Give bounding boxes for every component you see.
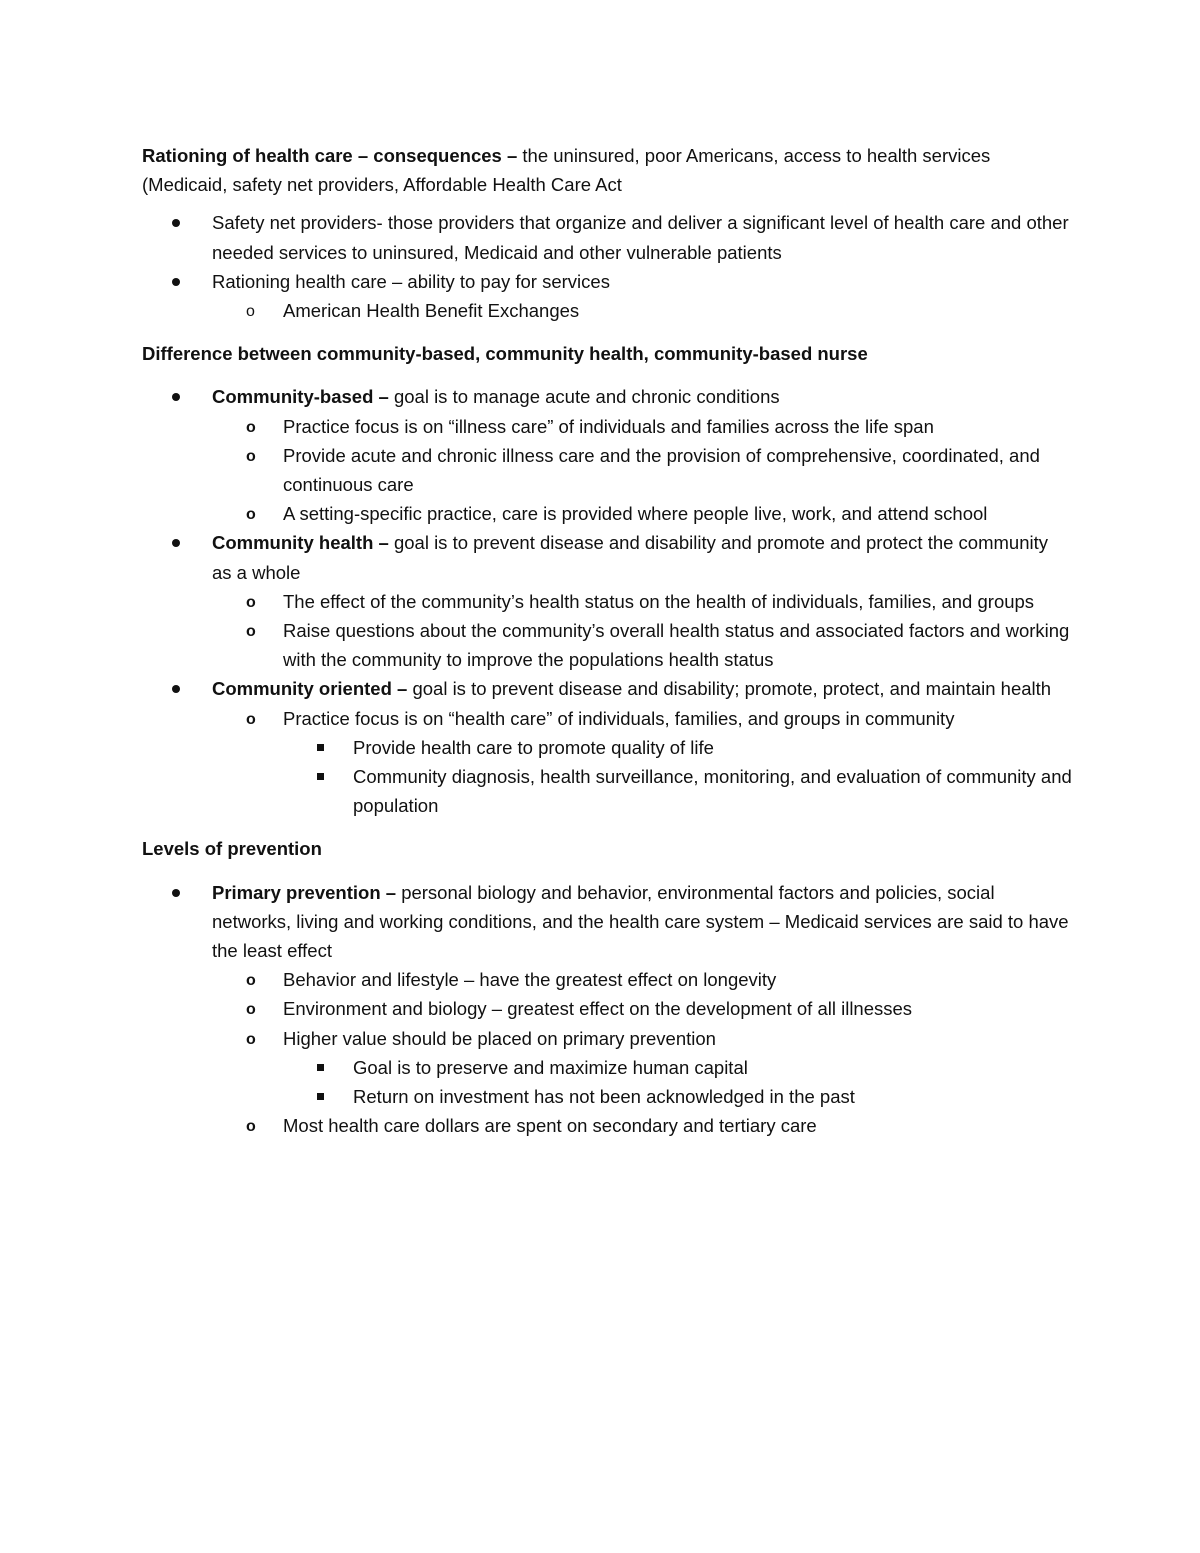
bullet-icon — [172, 539, 180, 547]
rationing-lead: Rationing of health care – consequences – — [142, 145, 523, 166]
list-item: o The effect of the community’s health status on the health of individuals, families, and groups — [142, 587, 1072, 616]
list-item: o Practice focus is on “health care” of individuals, families, and groups in community — [142, 704, 1072, 733]
list-item: Return on investment has not been acknowledged in the past — [142, 1082, 1072, 1111]
circle-bullet-icon: o — [246, 1118, 256, 1136]
list-item: o Most health care dollars are spent on secondary and tertiary care — [142, 1111, 1072, 1140]
square-bullet-icon — [317, 1064, 324, 1071]
list-item: Community diagnosis, health surveillance, monitoring, and evaluation of community and population — [142, 762, 1072, 820]
list-item: o Environment and biology – greatest effect on the development of all illnesses — [142, 994, 1072, 1023]
circle-bullet-icon: o — [246, 447, 256, 465]
bullet-icon — [172, 393, 180, 401]
community-list — [142, 382, 1072, 820]
rationing-paragraph — [142, 141, 1072, 199]
document-body — [142, 141, 1072, 1141]
list-item: Community-based – goal is to manage acute and chronic conditions — [142, 382, 1072, 411]
list-item: o Behavior and lifestyle – have the greatest effect on longevity — [142, 965, 1072, 994]
prevention-heading: Levels of prevention — [142, 838, 322, 860]
list-item: o A setting-specific practice, care is provided where people live, work, and attend school — [142, 499, 1072, 528]
bullet-icon — [172, 278, 180, 286]
prevention-list — [142, 878, 1072, 1141]
list-item: Community oriented – goal is to prevent disease and disability; promote, protect, and maintain health — [142, 674, 1072, 703]
circle-bullet-icon: o — [246, 972, 256, 990]
list-item: Safety net providers- those providers that organize and deliver a significant level of health care and other needed services to uninsured, Medicaid and other vulnerable patients — [142, 208, 1072, 266]
rationing-list — [142, 208, 1072, 325]
bullet-icon — [172, 685, 180, 693]
circle-bullet-icon: o — [246, 1030, 256, 1048]
list-item: o Practice focus is on “illness care” of individuals and families across the life span — [142, 412, 1072, 441]
list-item: o Higher value should be placed on primary prevention — [142, 1024, 1072, 1053]
circle-bullet-icon: o — [246, 506, 256, 524]
list-item: Provide health care to promote quality of life — [142, 733, 1072, 762]
list-item: o Provide acute and chronic illness care and the provision of comprehensive, coordinated, and continuous care — [142, 441, 1072, 499]
community-heading: Difference between community-based, community health, community-based nurse — [142, 343, 868, 365]
bullet-icon — [172, 219, 180, 227]
list-item: Goal is to preserve and maximize human capital — [142, 1053, 1072, 1082]
rationing-text: the uninsured, poor Americans, access to health services (Medicaid, safety net providers, Affordable Health Care Act — [142, 145, 991, 196]
list-item: Primary prevention – personal biology and behavior, environmental factors and policies, social networks, living and working conditions, and the health care system – Medicaid services are said to have the least effect — [142, 878, 1072, 966]
list-item: Community health – goal is to prevent disease and disability and promote and protect the community as a whole — [142, 528, 1072, 586]
circle-bullet-icon: o — [246, 710, 256, 728]
bullet-icon — [172, 889, 180, 897]
circle-bullet-icon: o — [246, 593, 256, 611]
square-bullet-icon — [317, 773, 324, 780]
circle-bullet-icon: o — [246, 623, 256, 641]
circle-bullet-icon: o — [246, 1001, 256, 1019]
square-bullet-icon — [317, 744, 324, 751]
list-item: o American Health Benefit Exchanges — [142, 296, 1072, 325]
list-item: Rationing health care – ability to pay for services — [142, 267, 1072, 296]
circle-bullet-icon: o — [246, 303, 255, 321]
list-item: o Raise questions about the community’s overall health status and associated factors and working with the community to improve the populations health status — [142, 616, 1072, 674]
square-bullet-icon — [317, 1093, 324, 1100]
circle-bullet-icon: o — [246, 418, 256, 436]
